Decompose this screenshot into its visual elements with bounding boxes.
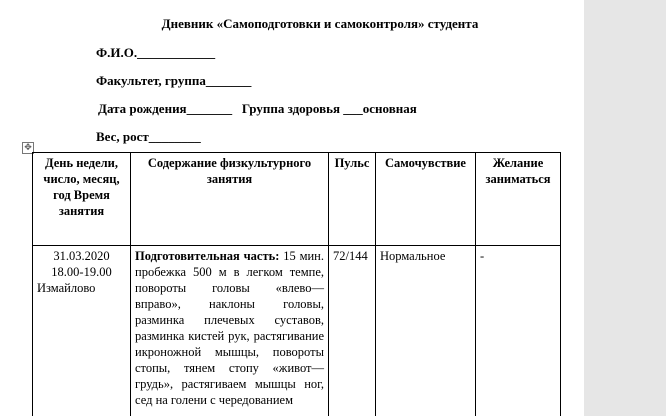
health-blank: ___ bbox=[343, 101, 363, 116]
faculty-blank: _______ bbox=[205, 73, 252, 88]
header-date: День недели, число, месяц, год Время занятия bbox=[33, 153, 131, 246]
diary-table bbox=[32, 152, 561, 416]
fio-label: Ф.И.О. bbox=[96, 45, 138, 60]
birth-health-line bbox=[98, 101, 417, 117]
health-label: Группа здоровья bbox=[241, 101, 341, 116]
content-label: Подготовительная часть: bbox=[135, 249, 280, 263]
health-value: основная bbox=[362, 101, 417, 116]
header-pulse: Пульс bbox=[329, 153, 376, 246]
window-background bbox=[584, 0, 666, 416]
table-move-handle-icon[interactable]: ✥ bbox=[22, 142, 34, 154]
birthdate-blank: _______ bbox=[186, 101, 233, 116]
cell-desire: - bbox=[476, 246, 561, 416]
birthdate-label: Дата рождения bbox=[98, 101, 187, 116]
document-title: Дневник «Самоподготовки и самоконтроля» студента bbox=[161, 16, 479, 31]
faculty-line bbox=[96, 73, 251, 89]
header-desire: Желание заниматься bbox=[476, 153, 561, 246]
fio-line bbox=[96, 45, 215, 61]
weight-line bbox=[96, 129, 201, 145]
table-header-row bbox=[33, 153, 561, 246]
faculty-label: Факультет, группа bbox=[96, 73, 206, 88]
date-value: 31.03.2020 bbox=[53, 249, 110, 263]
weight-blank: ________ bbox=[148, 129, 201, 144]
content-text: 15 мин. пробежка 500 м в легком темпе, повороты головы «влево—вправо», наклоны головы, разминка плечевых суставов, разминка кистей рук, растягивание икроножной мышцы, повороты стопы, тянем стопу «живот—грудь», растягиваем мышцы ног, сед на голени с чередованием bbox=[135, 249, 324, 407]
cell-date bbox=[33, 246, 131, 416]
cell-content bbox=[131, 246, 329, 416]
cell-pulse: 72/144 bbox=[329, 246, 376, 416]
fio-blank: ____________ bbox=[137, 45, 216, 60]
table-row bbox=[33, 246, 561, 416]
place-value: Измайлово bbox=[37, 281, 96, 295]
weight-label: Вес, рост bbox=[96, 129, 149, 144]
header-feeling: Самочувствие bbox=[376, 153, 476, 246]
cell-feeling: Нормальное bbox=[376, 246, 476, 416]
time-value: 18.00-19.00 bbox=[51, 265, 112, 279]
header-content: Содержание физкультурного занятия bbox=[131, 153, 329, 246]
